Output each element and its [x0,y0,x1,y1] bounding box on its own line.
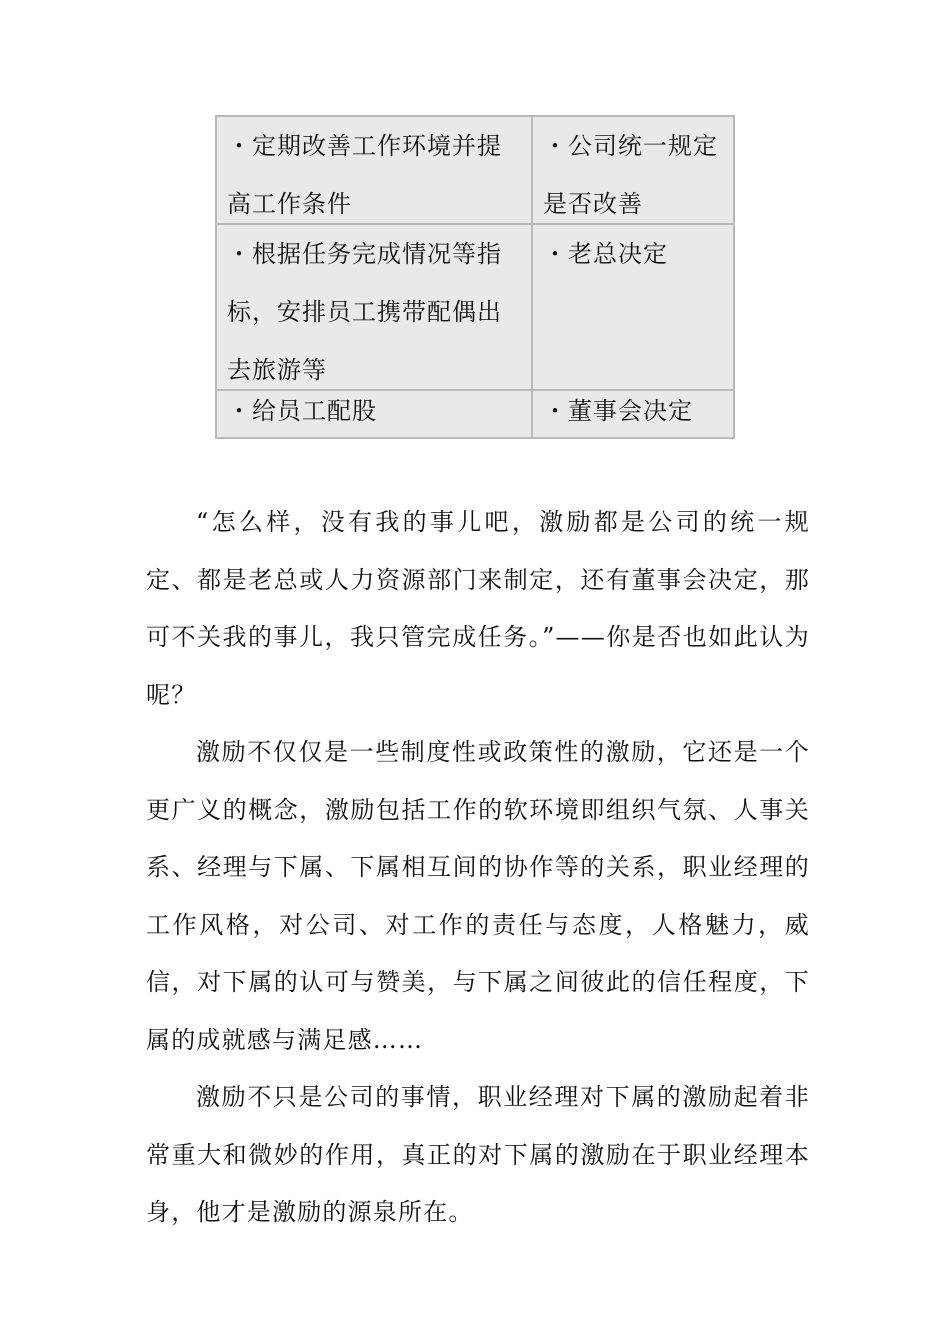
cell-text: ・根据任务完成情况等指标，安排员工携带配偶出去旅游等 [227,240,502,384]
cell-text: ・给员工配股 [227,397,377,425]
cell-text: ・董事会决定 [543,397,693,425]
table-cell-decider [533,391,733,437]
cell-text: ・定期改善工作环境并提高工作条件 [227,132,502,218]
paragraph: “怎么样，没有我的事儿吧，激励都是公司的统一规定、都是老总或人力资源部门来制定，还有董事会决定，那可不关我的事儿，我只管完成任务。”——你是否也如此认为呢？ [146,508,810,709]
table-cell-measure [217,117,533,223]
table-cell-measure [217,225,533,389]
table-row [217,225,733,391]
cell-text: ・公司统一规定是否改善 [543,132,718,218]
paragraph: 激励不只是公司的事情，职业经理对下属的激励起着非常重大和微妙的作用，真正的对下属的激励在于职业经理本身，他才是激励的源泉所在。 [146,1083,810,1226]
body-text [146,494,810,1242]
table-cell-measure [217,391,533,437]
incentive-table [215,115,735,439]
table-row [217,391,733,437]
table-row [217,117,733,225]
paragraph: 激励不仅仅是一些制度性或政策性的激励，它还是一个更广义的概念，激励包括工作的软环境即组织气氛、人事关系、经理与下属、下属相互间的协作等的关系，职业经理的工作风格，对公司、对工作的责任与态度，人格魅力，威信，对下属的认可与赞美，与下属之间彼此的信任程度，下属的成就感与满足感…… [146,738,810,1054]
cell-text: ・老总决定 [543,240,668,268]
table-cell-decider [533,225,733,389]
table-cell-decider [533,117,733,223]
